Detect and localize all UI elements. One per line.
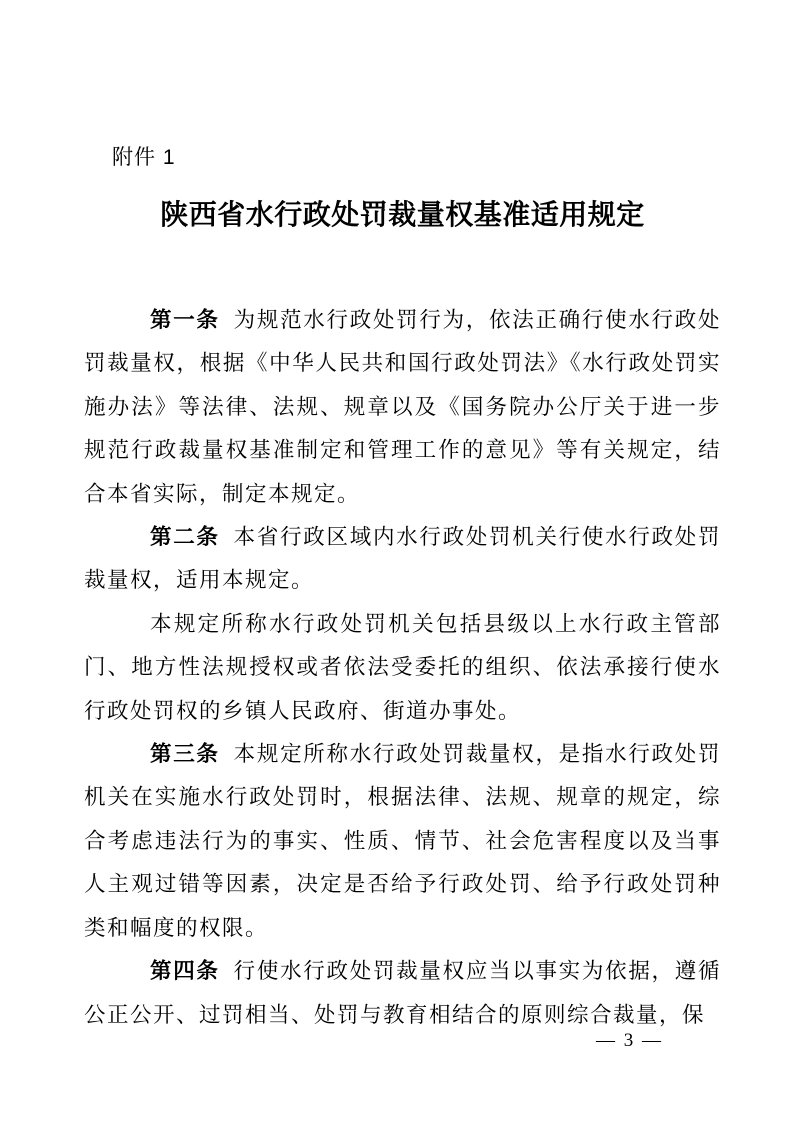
article-number: 第四条 xyxy=(150,959,220,984)
attachment-label: 附件 1 xyxy=(112,146,176,169)
paragraph-text: 为规范水行政处罚行为，依法正确行使水行政处罚裁量权，根据《中华人民共和国行政处罚法》《水行政处罚实施办法》等法律、法规、规章以及《国务院办公厅关于进一步规范行政裁量权基准制定和管理工作的意见》等有关规定，结合本省实际，制定本规定。 xyxy=(84,308,721,506)
page-number: — 3 — xyxy=(596,1030,663,1051)
paragraph-text: 本规定所称水行政处罚裁量权，是指水行政处罚机关在实施水行政处罚时，根据法律、法规、规章的规定，综合考虑违法行为的事实、性质、情节、社会危害程度以及当事人主观过错等因素，决定是否给予行政处罚、给予行政处罚种类和幅度的权限。 xyxy=(84,742,721,940)
paragraph xyxy=(84,950,721,1037)
paragraph-text: 本省行政区域内水行政处罚机关行使水行政处罚裁量权，适用本规定。 xyxy=(84,525,721,593)
paragraph xyxy=(84,603,721,733)
paragraph-text: 本规定所称水行政处罚机关包括县级以上水行政主管部门、地方性法规授权或者依法受委托的组织、依法承接行使水行政处罚权的乡镇人民政府、街道办事处。 xyxy=(84,611,721,723)
article-number: 第三条 xyxy=(150,742,220,767)
paragraph-text: 行使水行政处罚裁量权应当以事实为依据，遵循公正公开、过罚相当、处罚与教育相结合的原则综合裁量，保 xyxy=(84,959,721,1027)
article-number: 第二条 xyxy=(150,525,220,550)
article-number: 第一条 xyxy=(150,308,220,332)
document-title: 陕西省水行政处罚裁量权基准适用规定 xyxy=(160,200,645,231)
paragraph xyxy=(84,516,721,603)
paragraph xyxy=(84,299,721,516)
document-body xyxy=(84,299,721,1037)
paragraph xyxy=(84,733,721,950)
